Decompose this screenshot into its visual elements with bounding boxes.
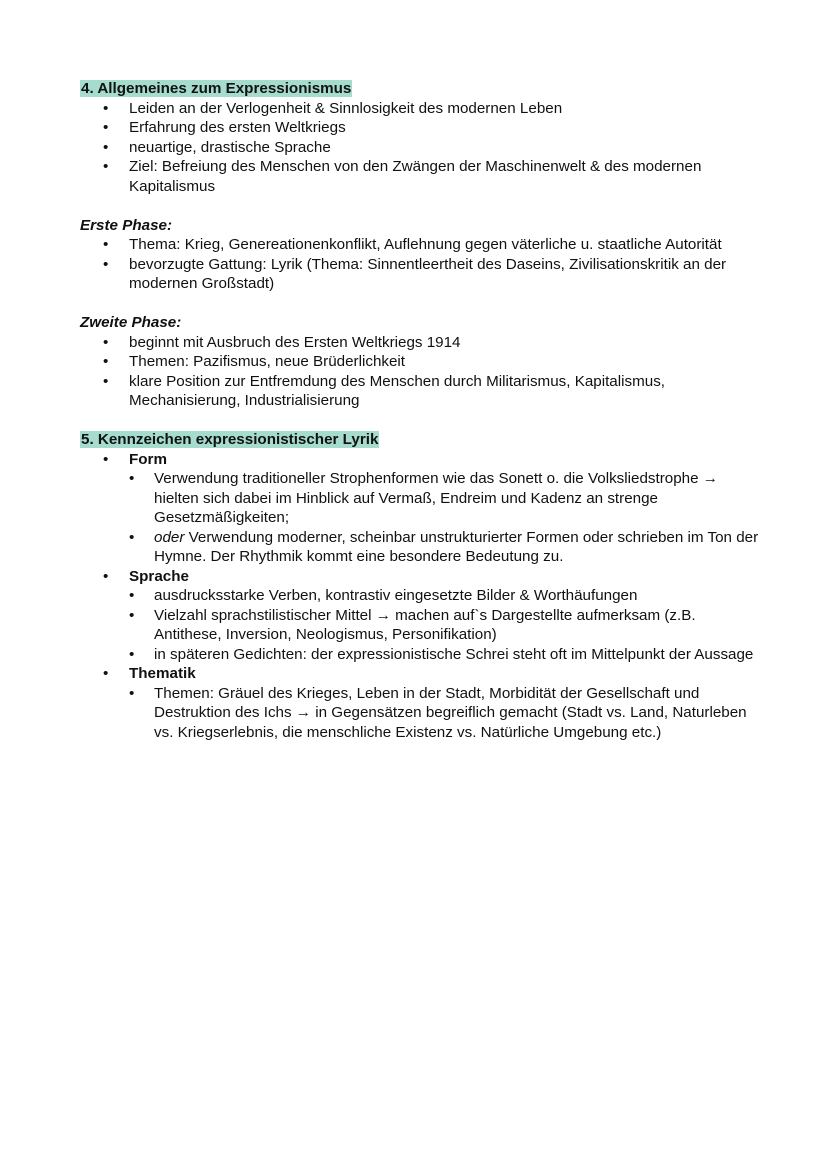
thematik-list — [129, 684, 760, 743]
spacer — [80, 294, 760, 314]
sprache-title: • Sprache — [129, 567, 189, 585]
list-item: • Ziel: Befreiung des Menschen von den Zwängen der Maschinenwelt & des modernen Kapitalismus — [80, 157, 760, 196]
zweite-phase-list — [80, 333, 760, 411]
section-5-list — [80, 450, 760, 743]
list-item: • beginnt mit Ausbruch des Ersten Weltkriegs 1914 — [80, 333, 760, 353]
erste-phase-heading: Erste Phase: — [80, 216, 173, 234]
list-item: • Vielzahl sprachstilistischer Mittel → machen auf`s Dargestellte aufmerksam (z.B. Antithese, Inversion, Neologismus, Personifikation) — [129, 606, 760, 645]
section-4-heading: 4. Allgemeines zum Expressionismus — [81, 80, 352, 97]
list-item: • Themen: Pazifismus, neue Brüderlichkeit — [80, 352, 760, 372]
thematik-group — [80, 664, 760, 742]
list-item: • Themen: Gräuel des Krieges, Leben in der Stadt, Morbidität der Gesellschaft und Destruktion des Ichs → in Gegensätzen begreiflich gemacht (Stadt vs. Land, Naturleben vs. Kriegserlebnis, die menschliche Existenz vs. Natürliche Umgebung etc.) — [129, 684, 760, 743]
list-item: • in späteren Gedichten: der expressionistische Schrei steht oft im Mittelpunkt der Aussage — [129, 645, 760, 665]
list-item: • klare Position zur Entfremdung des Menschen durch Militarismus, Kapitalismus, Mechanisierung, Industrialisierung — [80, 372, 760, 411]
form-group — [80, 450, 760, 567]
thematik-title: • Thematik — [129, 665, 196, 682]
oder-emphasis: oder — [154, 528, 185, 546]
sprache-group — [80, 567, 760, 665]
section-4-list — [80, 99, 760, 197]
list-item: • Leiden an der Verlogenheit & Sinnlosigkeit des modernen Leben — [80, 99, 760, 119]
spacer — [80, 196, 760, 216]
form-list — [129, 469, 760, 567]
section-5-heading: 5. Kennzeichen expressionistischer Lyrik — [81, 431, 379, 448]
list-item-text: Verwendung moderner, scheinbar unstrukturierter Formen oder schrieben im Ton der Hymne. Der Rhythmik kommt eine besondere Bedeutung zu. — [154, 528, 759, 565]
sprache-list — [129, 586, 760, 664]
zweite-phase-heading: Zweite Phase: — [80, 314, 182, 331]
document-content — [80, 79, 760, 742]
list-item: • neuartige, drastische Sprache — [80, 138, 760, 158]
list-item: • Verwendung traditioneller Strophenformen wie das Sonett o. die Volksliedstrophe → hielten sich dabei im Hinblick auf Vermaß, Endreim und Kadenz an strenge Gesetzmäßigkeiten; — [129, 469, 760, 528]
list-item — [129, 528, 760, 567]
list-item: • Erfahrung des ersten Weltkriegs — [80, 118, 760, 138]
list-item: • bevorzugte Gattung: Lyrik (Thema: Sinnentleertheit des Daseins, Zivilisationskritik an der modernen Großstadt) — [80, 255, 760, 294]
list-item: • Thema: Krieg, Genereationenkonflikt, Auflehnung gegen väterliche u. staatliche Autorität — [80, 235, 760, 255]
list-item: • ausdrucksstarke Verben, kontrastiv eingesetzte Bilder & Worthäufungen — [129, 586, 760, 606]
spacer — [80, 411, 760, 431]
erste-phase-list — [80, 235, 760, 294]
form-title: • Form — [129, 450, 167, 468]
